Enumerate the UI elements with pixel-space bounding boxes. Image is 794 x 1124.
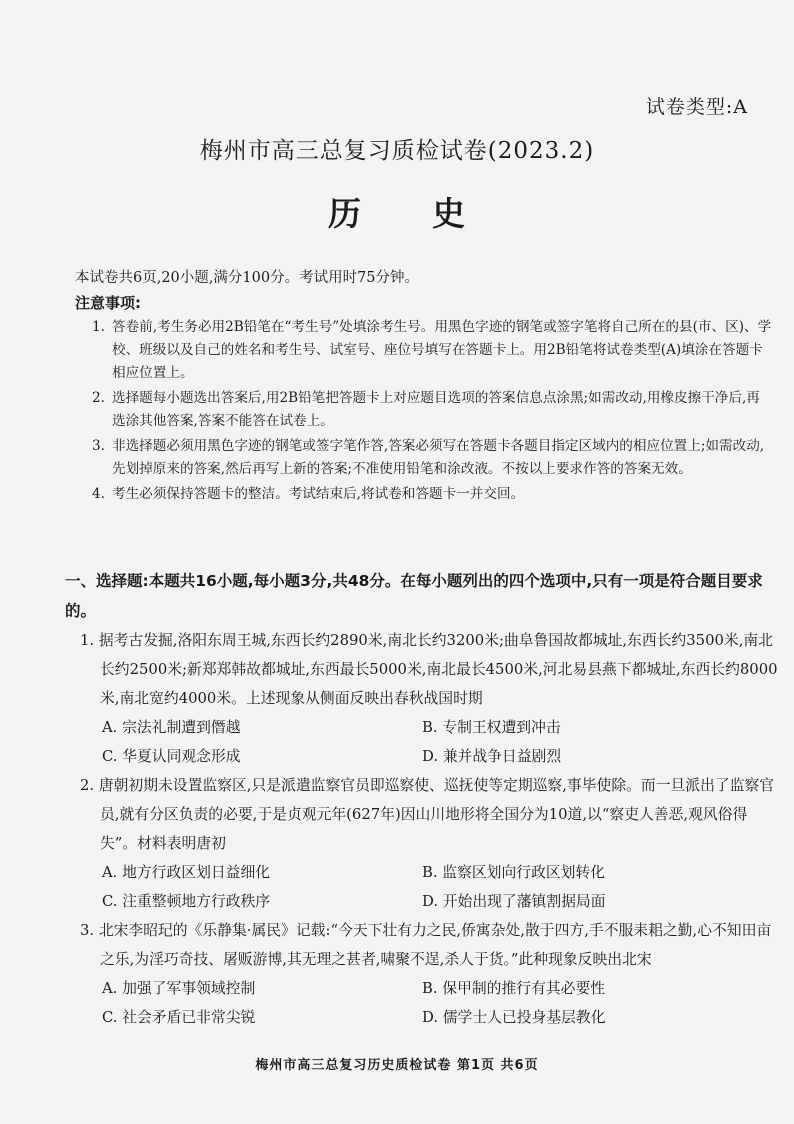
notice-text: 非选择题必须用黑色字迹的钢笔或签字笔作答,答案必须写在答题卡各题目指定区域内的相应位置上;如需改动,先划掉原来的答案,然后再写上新的答案;不准使用铅笔和涂改液。不按以上要求作答的答案无效。 <box>112 438 765 477</box>
question-3 <box>80 916 780 1032</box>
exam-title: 梅州市高三总复习质检试卷(2023.2) <box>199 138 595 164</box>
question-2 <box>80 771 780 916</box>
question-1 <box>80 626 780 771</box>
page-footer: 梅州市高三总复习历史质检试卷 第1页 共6页 <box>255 1058 539 1073</box>
notice-text: 答卷前,考生务必用2B铅笔在“考生号”处填涂考生号。用黑色字迹的钢笔或签字笔将自己所在的县(市、区)、学校、班级以及自己的姓名和考生号、试室号、座位号填写在答题卡上。用2B铅笔将试卷类型(A)填涂在答题卡相应位置上。 <box>112 319 772 381</box>
notice-item <box>92 483 772 506</box>
notice-item <box>92 435 772 481</box>
option-c: C. 华夏认同观念形成 <box>102 748 241 765</box>
question-stem: 2. 唐朝初期未设置监察区,只是派遣监察官员即巡察使、巡抚使等定期巡察,事毕使除。而一旦派出了监察官员,就有分区负责的必要,于是贞观元年(627年)因山川地形将全国分为10道,以“察吏人善恶,观风俗得失”。材料表明唐初 <box>80 777 775 852</box>
option-d: D. 兼并战争日益剧烈 <box>422 748 562 765</box>
notice-item <box>92 387 772 433</box>
option-b: B. 专制王权遭到冲击 <box>422 719 561 736</box>
notice-text: 考生必须保持答题卡的整洁。考试结束后,将试卷和答题卡一并交回。 <box>112 486 525 502</box>
notice-number: 4. <box>92 486 105 502</box>
option-d: D. 儒学士人已投身基层教化 <box>422 1009 606 1026</box>
notice-number: 3. <box>92 438 105 454</box>
option-c: C. 社会矛盾已非常尖锐 <box>102 1009 256 1026</box>
option-c: C. 注重整顿地方行政秩序 <box>102 893 271 910</box>
subject-char-2: 史 <box>432 194 466 233</box>
notice-number: 2. <box>92 390 105 406</box>
option-a: A. 宗法礼制遭到僭越 <box>102 719 241 736</box>
notice-heading: 注意事项: <box>75 294 141 312</box>
option-d: D. 开始出现了藩镇割据局面 <box>422 893 606 910</box>
notice-list <box>92 316 772 508</box>
exam-intro: 本试卷共6页,20小题,满分100分。考试用时75分钟。 <box>75 270 420 286</box>
question-stem: 3. 北宋李昭玘的《乐静集·属民》记载:“今天下壮有力之民,侨寓杂处,散于四方,手不服耒耜之勤,心不知田亩之乐,为淫巧奇技、屠贩游博,其无理之甚者,啸聚不逞,杀人于货。”此种现象反映出北宋 <box>80 922 772 968</box>
option-a: A. 加强了军事领域控制 <box>102 980 256 997</box>
section-heading <box>65 566 777 626</box>
question-options <box>80 713 780 771</box>
subject-char-1: 历 <box>328 194 362 233</box>
question-stem: 1. 据考古发掘,洛阳东周王城,东西长约2890米,南北长约3200米;曲阜鲁国故都城址,东西长约3500米,南北长约2500米;新郑郑韩故都城址,东西最长5000米,南北最长4500米,河北易县燕下都城址,东西长约8000米,南北宽约4000米。上述现象从侧面反映出春秋战国时期 <box>80 632 778 707</box>
paper-type-label: 试卷类型:A <box>645 96 748 118</box>
question-options <box>80 974 780 1032</box>
subject-title <box>0 188 794 235</box>
option-b: B. 监察区划向行政区划转化 <box>422 864 606 881</box>
option-a: A. 地方行政区划日益细化 <box>102 864 271 881</box>
notice-number: 1. <box>92 319 105 335</box>
notice-text: 选择题每小题选出答案后,用2B铅笔把答题卡上对应题目选项的答案信息点涂黑;如需改动,用橡皮擦干净后,再选涂其他答案,答案不能答在试卷上。 <box>112 390 760 429</box>
question-options <box>80 858 780 916</box>
notice-item <box>92 316 772 385</box>
option-b: B. 保甲制的推行有其必要性 <box>422 980 606 997</box>
section-heading-text: 一、选择题:本题共16小题,每小题3分,共48分。在每小题列出的四个选项中,只有一项是符合题目要求的。 <box>65 572 763 620</box>
question-list <box>80 626 780 1032</box>
